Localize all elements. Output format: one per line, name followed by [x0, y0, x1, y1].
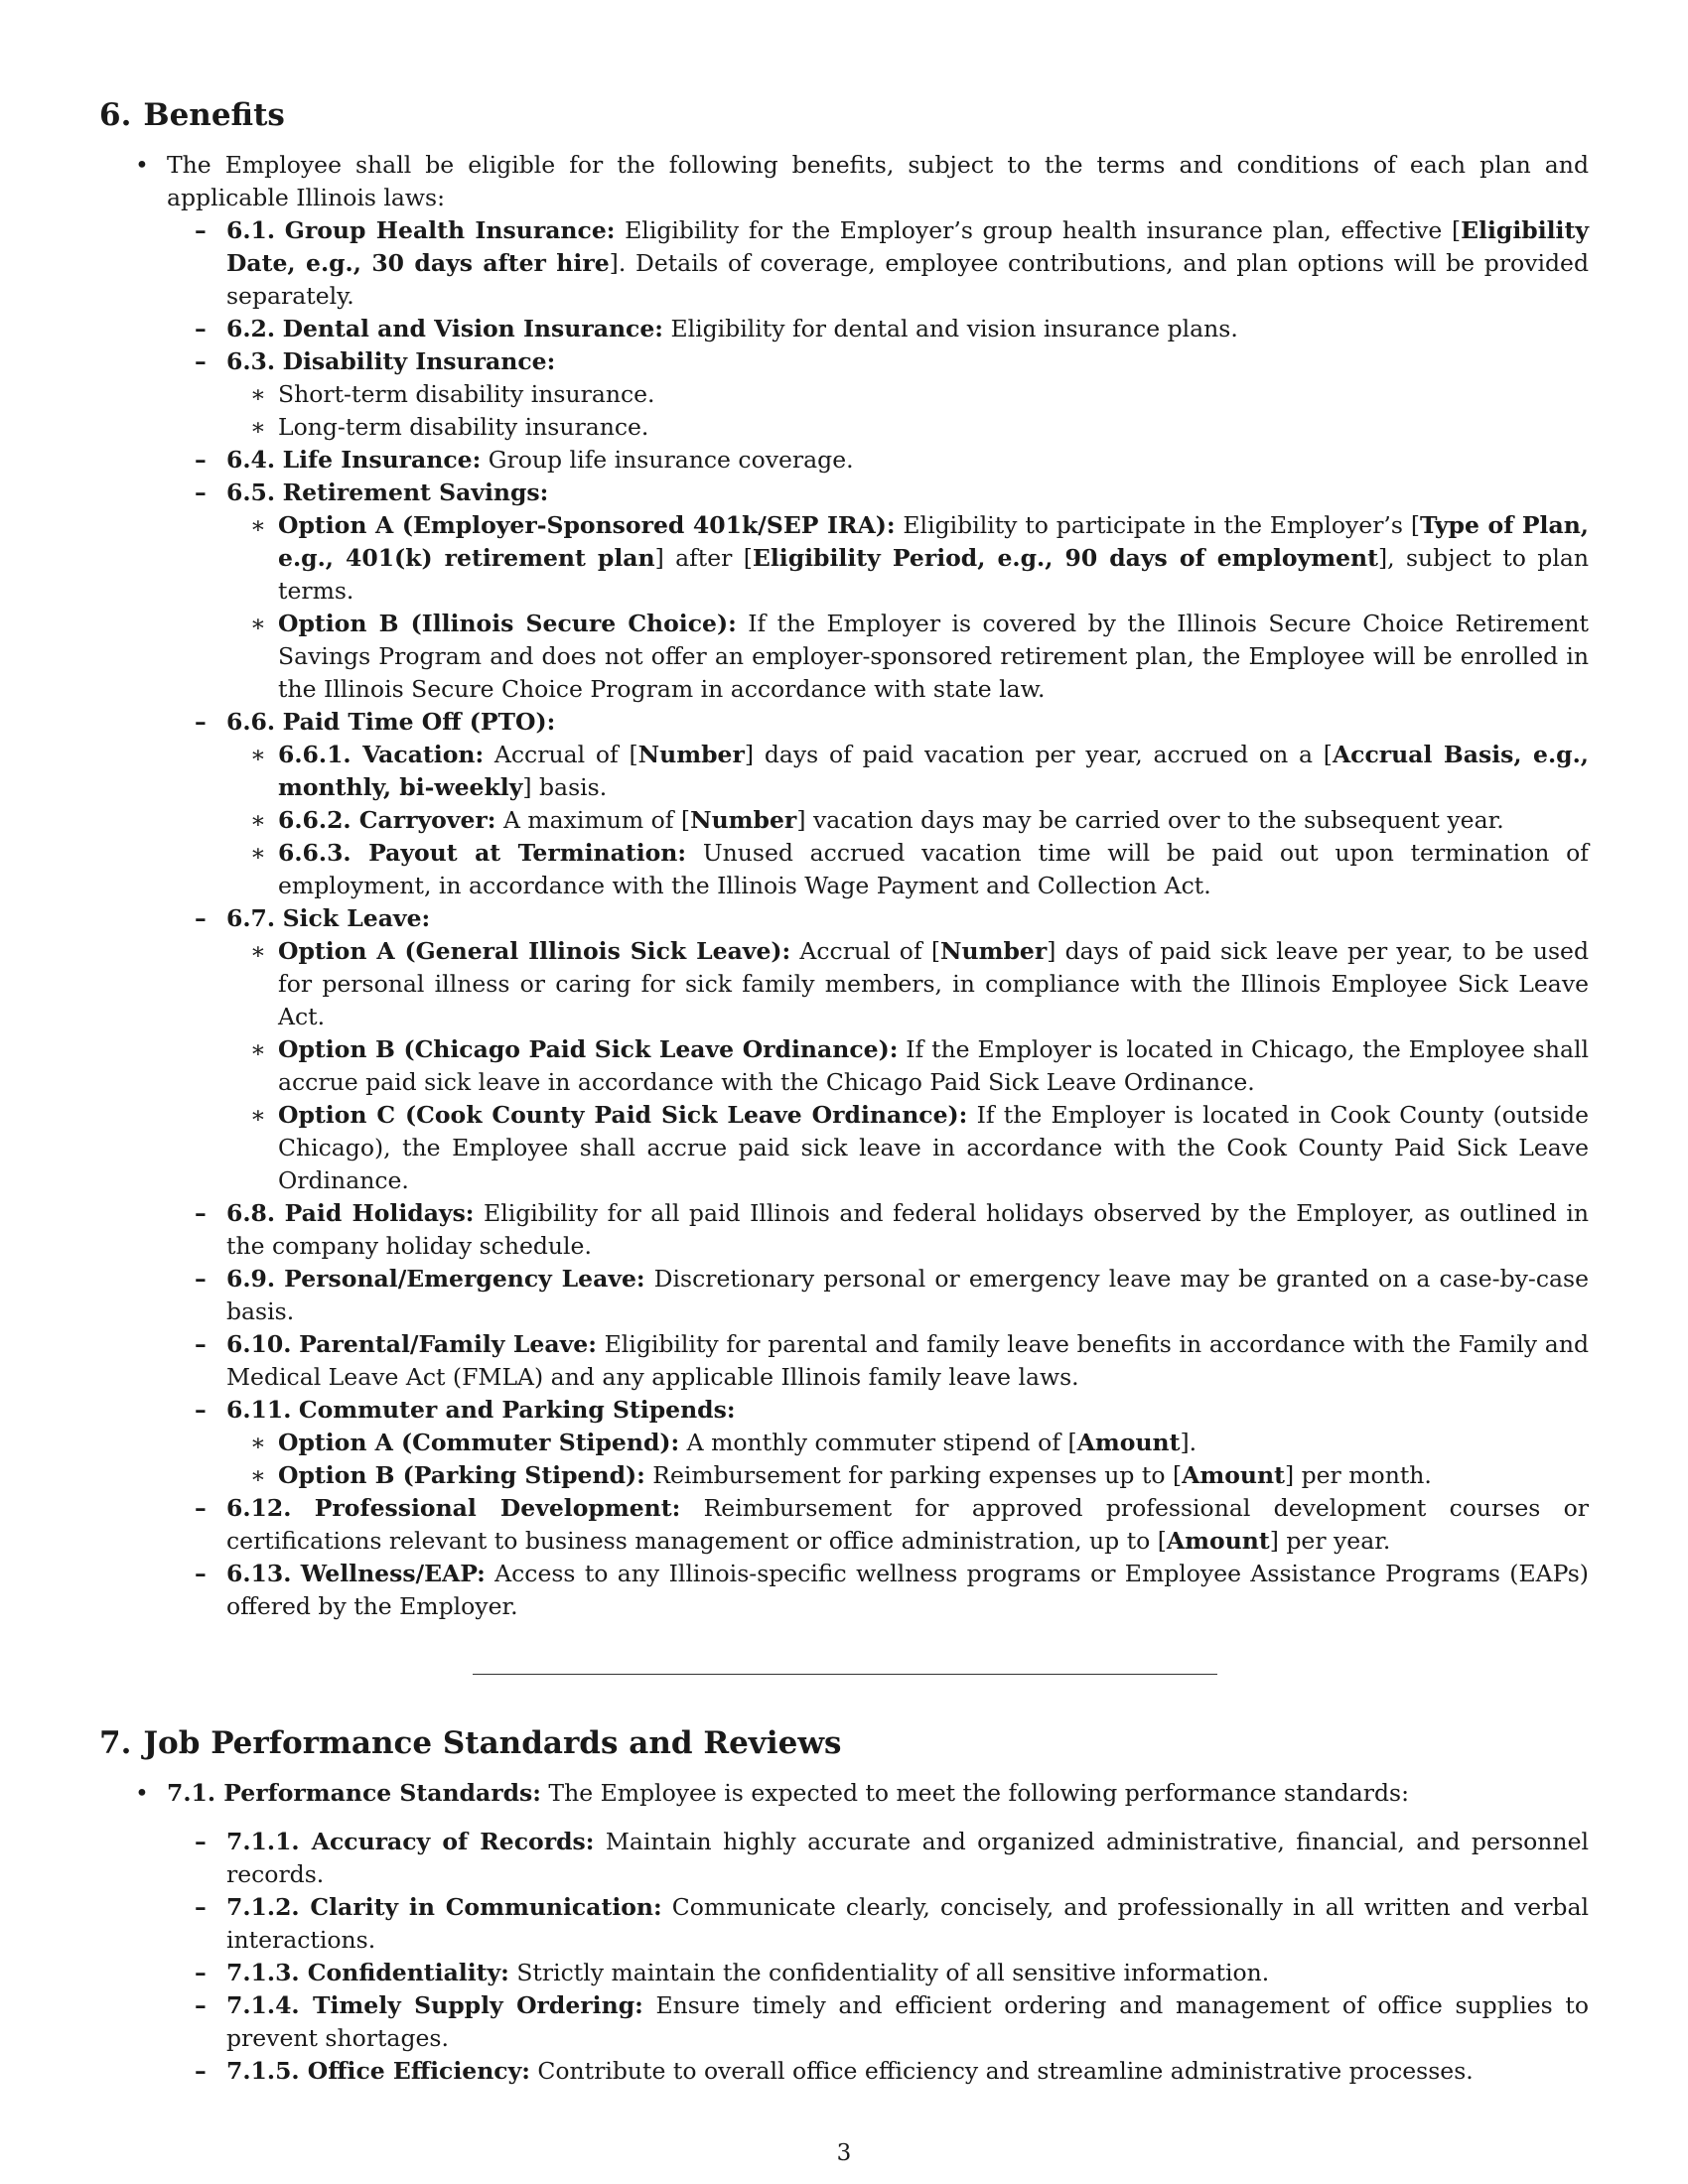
sub-item: ∗ Option A (General Illinois Sick Leave): Accrual of [Number] days of paid sick leave per year, to be used for personal illness or caring for sick family members, in compliance with the Illinois Employee Sick Leave Act. [250, 937, 1589, 1030]
sub-item: ∗ 6.6.3. Payout at Termination: Unused accrued vacation time will be paid out upon termination of employment, in accordance with the Illinois Wage Payment and Collection Act. [250, 839, 1589, 899]
sub-item: ∗ Short-term disability insurance. [250, 380, 655, 408]
benefit-6-3: – 6.3. Disability Insurance: ∗ Short-term disability insurance. ∗ Long-term disability insurance. [165, 345, 1589, 444]
sub-item: ∗ Option C (Cook County Paid Sick Leave Ordinance): If the Employer is located in Cook County (outside Chicago), the Employee shall accrue paid sick leave in accordance with the Cook County Paid Sick Leave Ordinance. [250, 1101, 1589, 1194]
benefit-6-13: – 6.13. Wellness/EAP: Access to any Illinois-specific wellness programs or Employee Assistance Programs (EAPs) offered by the Employer. [195, 1560, 1589, 1620]
benefit-6-5: – 6.5. Retirement Savings: ∗ Option A (Employer-Sponsored 401k/SEP IRA): Eligibility to participate in the Employer’s [Type of Plan, e.g., 401(k) retirement plan] after [Eligibility Period, e.g., 90 days of employment], subject to plan terms. ∗ Option B (Illinois Secure Choice): If the Employer is covered by the Illinois Secure Choice Retirement Savings Program and does not offer an employer-sponsored retirement plan, the Employee will be enrolled in the Illinois Secure Choice Program in accordance with state law. [165, 477, 1589, 706]
section-divider [473, 1674, 1217, 1675]
sub-item: ∗ Option B (Illinois Secure Choice): If the Employer is covered by the Illinois Secure Choice Retirement Savings Program and does not offer an employer-sponsored retirement plan, the Employee will be enrolled in the Illinois Secure Choice Program in accordance with state law. [250, 610, 1589, 703]
sub-item: ∗ 6.6.2. Carryover: A maximum of [Number] vacation days may be carried over to the subsequent year. [250, 806, 1504, 834]
standard-7-1-2: – 7.1.2. Clarity in Communication: Communicate clearly, concisely, and professionally in all written and verbal interactions. [195, 1893, 1589, 1954]
standard-7-1-3: – 7.1.3. Confidentiality: Strictly maintain the confidentiality of all sensitive information. [195, 1959, 1270, 1986]
benefit-6-10: – 6.10. Parental/Family Leave: Eligibility for parental and family leave benefits in accordance with the Family and Medical Leave Act (FMLA) and any applicable Illinois family leave laws. [195, 1330, 1589, 1391]
section-7-heading: 7. Job Performance Standards and Reviews [99, 1725, 842, 1761]
benefit-6-9: – 6.9. Personal/Emergency Leave: Discretionary personal or emergency leave may be granted on a case-by-case basis. [195, 1265, 1589, 1325]
benefit-6-2: – 6.2. Dental and Vision Insurance: Eligibility for dental and vision insurance plans. [195, 315, 1238, 342]
benefit-6-1: – 6.1. Group Health Insurance: Eligibility for the Employer’s group health insurance plan, effective [Eligibility Date, e.g., 30 days after hire]. Details of coverage, employee contributions, and plan options will be provided separately. [195, 216, 1589, 310]
standard-7-1-1: – 7.1.1. Accuracy of Records: Maintain highly accurate and organized administrative, financial, and personnel records. [195, 1828, 1589, 1888]
benefit-6-6: – 6.6. Paid Time Off (PTO): ∗ 6.6.1. Vacation: Accrual of [Number] days of paid vacation per year, accrued on a [Accrual Basis, e.g., monthly, bi-weekly] basis. ∗ 6.6.2. Carryover: A maximum of [Number] vacation days may be carried over to the subsequent year. ∗ 6.6.3. Payout at Termination: Unused accrued vacation time will be paid out upon termination of employment, in accordance with the Illinois Wage Payment and Collection Act. [165, 706, 1589, 902]
sub-item: ∗ Long-term disability insurance. [250, 413, 649, 441]
sub-item: ∗ Option B (Parking Stipend): Reimbursement for parking expenses up to [Amount] per month. [250, 1461, 1432, 1489]
benefit-6-7: – 6.7. Sick Leave: ∗ Option A (General Illinois Sick Leave): Accrual of [Number] days of paid sick leave per year, to be used for personal illness or caring for sick family members, in compliance with the Illinois Employee Sick Leave Act. ∗ Option B (Chicago Paid Sick Leave Ordinance): If the Employer is located in Chicago, the Employee shall accrue paid sick leave in accordance with the Chicago Paid Sick Leave Ordinance. ∗ Option C (Cook County Paid Sick Leave Ordinance): If the Employer is located in Cook County (outside Chicago), the Employee shall accrue paid sick leave in accordance with the Cook County Paid Sick Leave Ordinance. [165, 902, 1589, 1197]
sub-item: ∗ Option A (Commuter Stipend): A monthly commuter stipend of [Amount]. [250, 1429, 1197, 1456]
benefit-6-8: – 6.8. Paid Holidays: Eligibility for all paid Illinois and federal holidays observed by the Employer, as outlined in the company holiday schedule. [195, 1199, 1589, 1260]
page-number: 3 [836, 2140, 852, 2166]
standard-7-1-4: – 7.1.4. Timely Supply Ordering: Ensure timely and efficient ordering and management of office supplies to prevent shortages. [195, 1991, 1589, 2052]
sub-item: ∗ Option A (Employer-Sponsored 401k/SEP IRA): Eligibility to participate in the Employer’s [Type of Plan, e.g., 401(k) retirement plan] after [Eligibility Period, e.g., 90 days of employment], subject to plan terms. [250, 511, 1589, 605]
section-6-heading: 6. Benefits [99, 97, 285, 133]
performance-standards-item: • 7.1. Performance Standards: The Employee is expected to meet the following performance standards: – 7.1.1. Accuracy of Records: Maintain highly accurate and organized administrative, financial, and personnel records. – 7.1.2. Clarity in Communication: Communicate clearly, concisely, and professionally in all written and verbal interactions. – 7.1.3. Confidentiality: Strictly maintain the confidentiality of all sensitive information. – 7.1.4. Timely Supply Ordering: Ensure timely and efficient ordering and management of office supplies to prevent shortages. – 7.1.5. Office Efficiency: Contribute to overall office efficiency and streamline administrative processes. [99, 1777, 1589, 2088]
sub-item: ∗ Option B (Chicago Paid Sick Leave Ordinance): If the Employer is located in Chicago, the Employee shall accrue paid sick leave in accordance with the Chicago Paid Sick Leave Ordinance. [250, 1035, 1589, 1096]
standard-7-1-5: – 7.1.5. Office Efficiency: Contribute to overall office efficiency and streamline administrative processes. [195, 2057, 1474, 2085]
section-6 [99, 95, 1589, 1623]
bullet-marker: • [135, 151, 149, 179]
sub-item: ∗ 6.6.1. Vacation: Accrual of [Number] days of paid vacation per year, accrued on a [Accrual Basis, e.g., monthly, bi-weekly] basis. [250, 741, 1589, 801]
benefit-6-4: – 6.4. Life Insurance: Group life insurance coverage. [195, 446, 854, 474]
bullet-marker: • [135, 1779, 149, 1807]
section-7 [99, 1723, 1589, 2088]
benefit-6-11: – 6.11. Commuter and Parking Stipends: ∗ Option A (Commuter Stipend): A monthly commuter stipend of [Amount]. ∗ Option B (Parking Stipend): Reimbursement for parking expenses up to [Amount] per month. [165, 1394, 1589, 1492]
section-6-intro-item: • The Employee shall be eligible for the following benefits, subject to the terms and conditions of each plan and applicable Illinois laws: – 6.1. Group Health Insurance: Eligibility for the Employer’s group health insurance plan, effective [Eligibility Date, e.g., 30 days after hire]. Details of coverage, employee contributions, and plan options will be provided separately. – 6.2. Dental and Vision Insurance: Eligibility for dental and vision insurance plans. – 6.3. Disability Insurance: ∗ Short-term disability insurance. ∗ Long-term disability insurance. – 6.4. Life Insurance: Group life insurance coverage. – 6.5. Retirement Savings: ∗ Option A (Employer-Sponsored 401k/SEP IRA): Eligibility to participate in the Employer’s [Type of Plan, e.g., 401(k) retirement plan] after [Eligibility Period, e.g., 90 days of employment], subject to plan terms. ∗ Option B (Illinois Secure Choice): If the Employer is covered by the Illinois Secure Choice Retirement Savings Program and does not offer an employer-sponsored retirement plan, the Employee will be enrolled in the Illinois Secure Choice Program in accordance with state law. – 6.6. Paid Time Off (PTO): ∗ 6.6.1. Vacation: Accrual of [Number] days of paid vacation per year, accrued on a [Accrual Basis, e.g., monthly, bi-weekly] basis. ∗ 6.6.2. Carryover: A maximum of [Number] vacation days may be carried over to the subsequent year. ∗ 6.6.3. Payout at Termination: Unused accrued vacation time will be paid out upon termination of employment, in accordance with the Illinois Wage Payment and Collection Act. – 6.7. Sick Leave: ∗ Option A (General Illinois Sick Leave): Accrual of [Number] days of paid sick leave per year, to be used for personal illness or caring for sick family members, in compliance with the Illinois Employee Sick Leave Act. ∗ Option B (Chicago Paid Sick Leave Ordinance): If the Employer is located in Chicago, the Employee shall accrue paid sick leave in accordance with the Chicago Paid Sick Leave Ordinance. ∗ Option C (Cook County Paid Sick Leave Ordinance): If the Employer is located in Cook County (outside Chicago), the Employee shall accrue paid sick leave in accordance with the Cook County Paid Sick Leave Ordinance. – 6.8. Paid Holidays: Eligibility for all paid Illinois and federal holidays observed by the Employer, as outlined in the company holiday schedule. – 6.9. Personal/Emergency Leave: Discretionary personal or emergency leave may be granted on a case-by-case basis. – 6.10. Parental/Family Leave: Eligibility for parental and family leave benefits in accordance with the Family and Medical Leave Act (FMLA) and any applicable Illinois family leave laws. – 6.11. Commuter and Parking Stipends: ∗ Option A (Commuter Stipend): A monthly commuter stipend of [Amount]. ∗ Option B (Parking Stipend): Reimbursement for parking expenses up to [Amount] per month. – 6.12. Professional Development: Reimbursement for approved professional development courses or certifications relevant to business management or office administration, up to [Amount] per year. – 6.13. Wellness/EAP: Access to any Illinois-specific wellness programs or Employee Assistance Programs (EAPs) offered by the Employer. [99, 149, 1589, 1623]
benefit-6-12: – 6.12. Professional Development: Reimbursement for approved professional development courses or certifications relevant to business management or office administration, up to [Amount] per year. [195, 1494, 1589, 1555]
